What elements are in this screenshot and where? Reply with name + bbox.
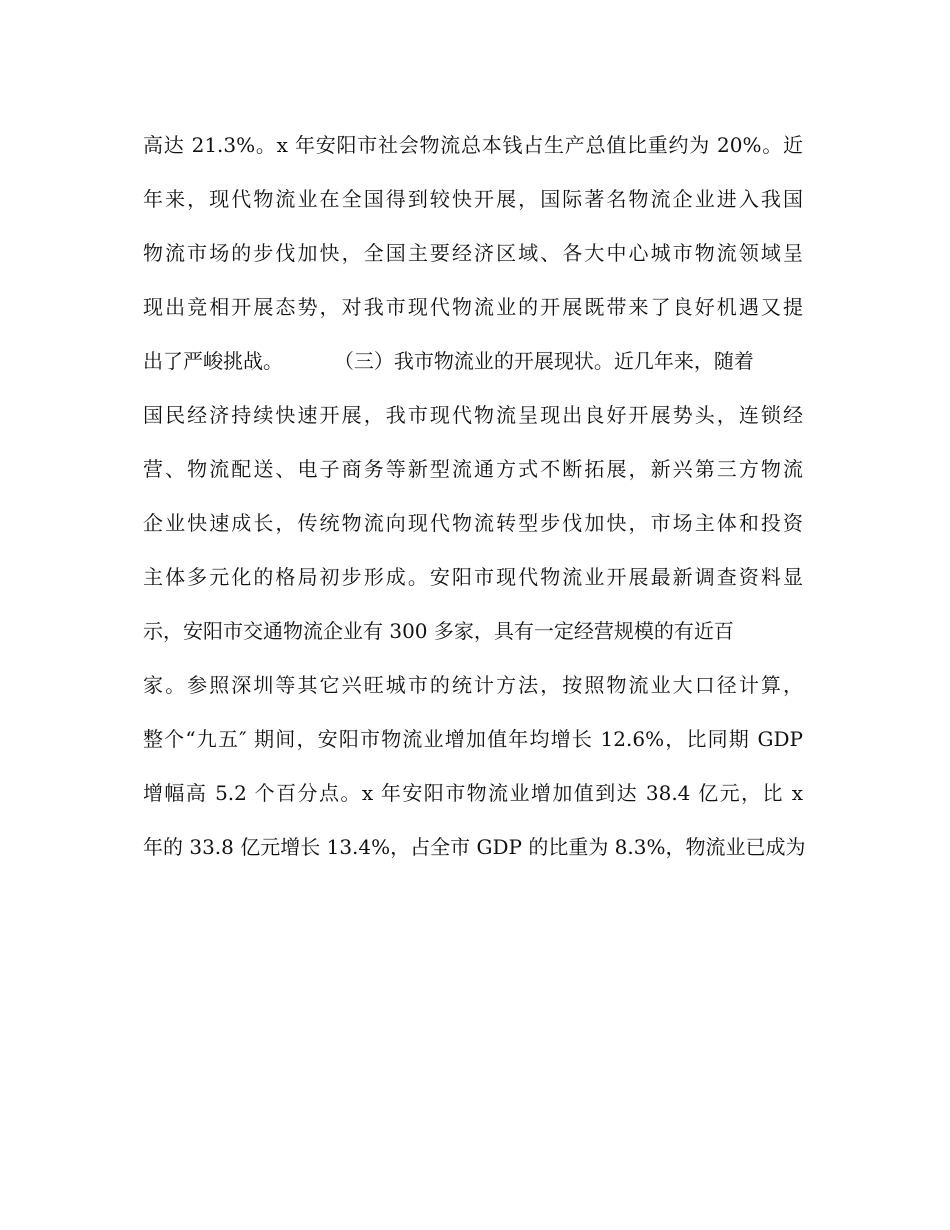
text-line: 整个“九五″ 期间，安阳市物流业增加值年均增长 12.6%，比同期 GDP bbox=[143, 727, 803, 751]
text-line: 示，安阳市交通物流企业有 300 多家，具有一定经营规模的有近百 bbox=[143, 619, 734, 643]
text-line: 主体多元化的格局初步形成。安阳市现代物流业开展最新调查资料显 bbox=[143, 565, 803, 589]
text-line: 物流市场的步伐加快，全国主要经济区域、各大中心城市物流领域呈 bbox=[143, 241, 803, 265]
text-line: 营、物流配送、电子商务等新型流通方式不断拓展，新兴第三方物流 bbox=[143, 457, 803, 481]
text-line: 年的 33.8 亿元增长 13.4%，占全市 GDP 的比重为 8.3%，物流业已成为 bbox=[143, 835, 806, 859]
text-line: 家。参照深圳等其它兴旺城市的统计方法，按照物流业大口径计算， bbox=[143, 673, 803, 697]
text-line: 企业快速成长，传统物流向现代物流转型步伐加快，市场主体和投资 bbox=[143, 511, 803, 535]
text-line: 国民经济持续快速开展，我市现代物流呈现出良好开展势头，连锁经 bbox=[143, 403, 803, 427]
body-text bbox=[143, 126, 806, 882]
text-line: 现出竞相开展态势，对我市现代物流业的开展既带来了良好机遇又提 bbox=[143, 295, 803, 319]
text-line: 高达 21.3%。x 年安阳市社会物流总本钱占生产总值比重约为 20%。近 bbox=[143, 133, 803, 157]
text-line: 年来，现代物流业在全国得到较快开展，国际著名物流企业进入我国 bbox=[143, 187, 803, 211]
text-line: 增幅高 5.2 个百分点。x 年安阳市物流业增加值到达 38.4 亿元，比 x bbox=[143, 781, 803, 805]
text-line: 出了严峻挑战。 （三）我市物流业的开展现状。近几年来，随着 bbox=[143, 349, 754, 373]
